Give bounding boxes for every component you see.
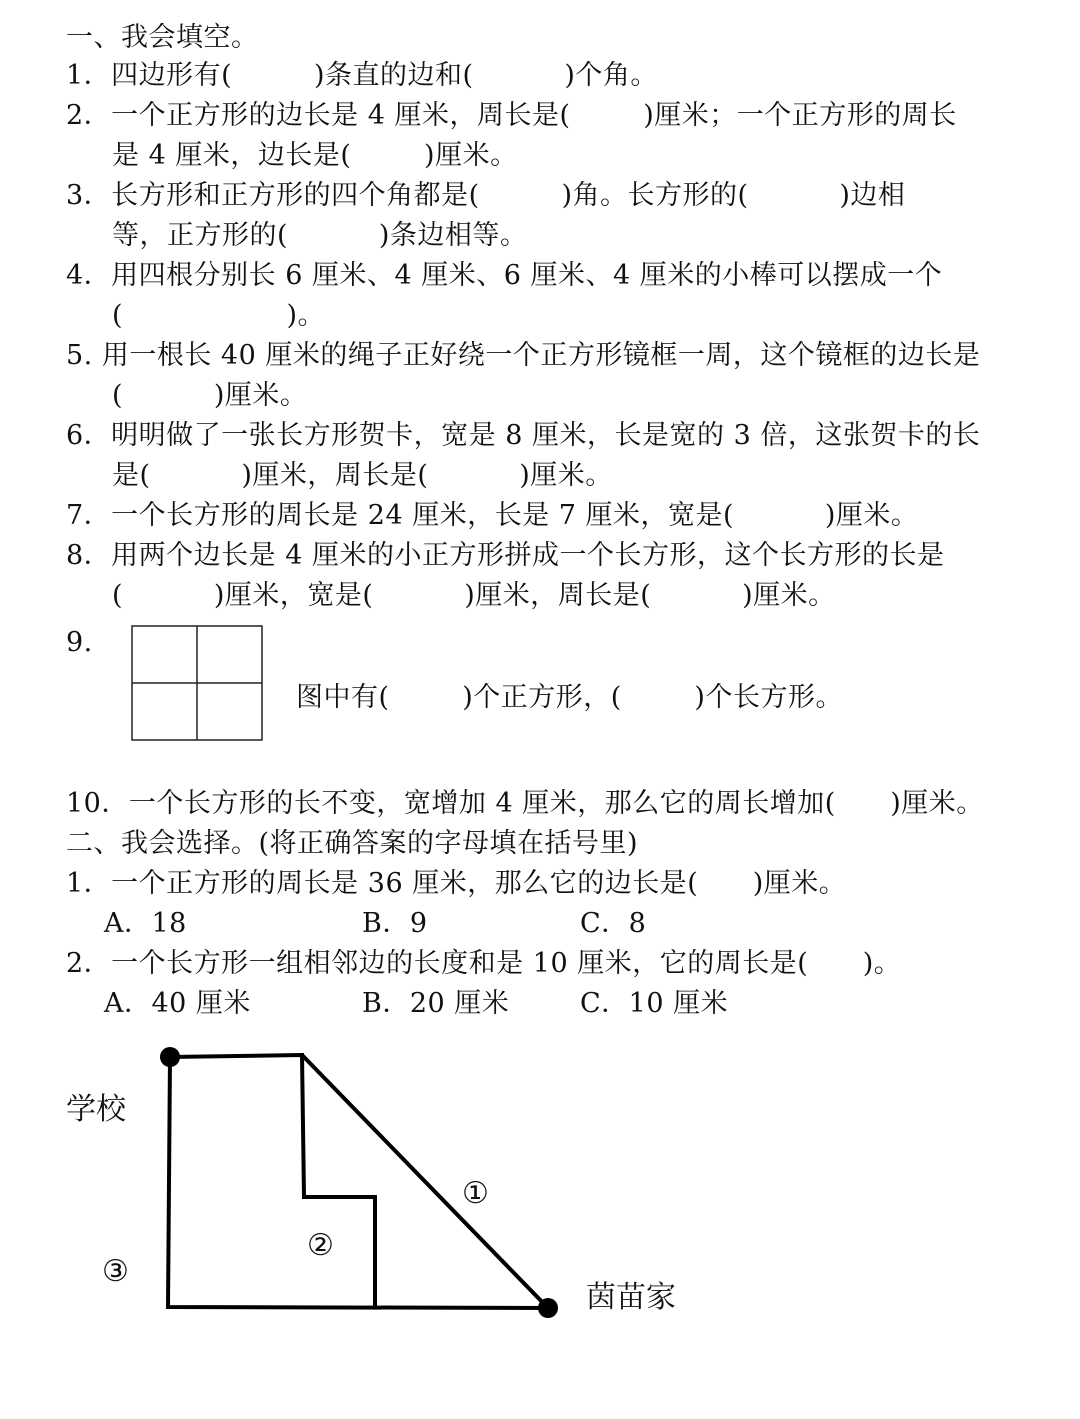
choice-2-option-b: B．20 厘米 (362, 988, 510, 1019)
question-9-number: 9. (66, 627, 93, 658)
question-7: 7．一个长方形的周长是 24 厘米，长是 7 厘米，宽是( )厘米。 (66, 500, 919, 531)
section1-title: 一、我会填空。 (66, 22, 259, 53)
choice-question-1: 1．一个正方形的周长是 36 厘米，那么它的边长是( )厘米。 (66, 868, 847, 899)
question-6-line-2: 是( )厘米，周长是( )厘米。 (112, 460, 613, 491)
question-1: 1．四边形有( )条直的边和( )个角。 (66, 60, 658, 91)
school-label: 学校 (66, 1092, 126, 1127)
question-4-line-2: ( )。 (112, 300, 326, 331)
choice-1-option-a: A．18 (104, 908, 187, 939)
question-8-line-1: 8．用两个边长是 4 厘米的小正方形拼成一个长方形，这个长方形的长是 (66, 540, 945, 571)
question-4-line-1: 4．用四根分别长 6 厘米、4 厘米、6 厘米、4 厘米的小棒可以摆成一个 (66, 260, 943, 291)
question-3-line-2: 等，正方形的( )条边相等。 (112, 220, 528, 251)
choice-question-2: 2．一个长方形一组相邻边的长度和是 10 厘米，它的周长是( )。 (66, 948, 902, 979)
question-10: 10．一个长方形的长不变，宽增加 4 厘米，那么它的周长增加( )厘米。 (66, 788, 984, 819)
question-2-line-2: 是 4 厘米，边长是( )厘米。 (112, 140, 518, 171)
school-point (160, 1047, 180, 1067)
route-3-label: ③ (102, 1254, 129, 1289)
question-5-line-1: 5. 用一根长 40 厘米的绳子正好绕一个正方形镜框一周，这个镜框的边长是 (66, 340, 981, 371)
route-2-label: ② (307, 1228, 334, 1263)
choice-1-option-b: B．9 (362, 908, 428, 939)
choice-1-option-c: C．8 (580, 908, 647, 939)
question-9-text: 图中有( )个正方形，( )个长方形。 (296, 682, 843, 713)
question-8-line-2: ( )厘米，宽是( )厘米，周长是( )厘米。 (112, 580, 836, 611)
question-3-line-1: 3．长方形和正方形的四个角都是( )角。长方形的( )边相 (66, 180, 906, 211)
home-point (538, 1298, 558, 1318)
question-5-line-2: ( )厘米。 (112, 380, 308, 411)
section2-title: 二、我会选择。(将正确答案的字母填在括号里) (66, 828, 639, 859)
route-1-label: ① (462, 1176, 489, 1211)
route-1-path (170, 1055, 548, 1308)
question-6-line-1: 6．明明做了一张长方形贺卡，宽是 8 厘米，长是宽的 3 倍，这张贺卡的长 (66, 420, 981, 451)
choice-2-option-c: C．10 厘米 (580, 988, 729, 1019)
question-2-line-1: 2．一个正方形的边长是 4 厘米，周长是( )厘米；一个正方形的周长 (66, 100, 957, 131)
home-label: 茵苗家 (586, 1280, 676, 1315)
route-3-path (168, 1057, 548, 1308)
choice-2-option-a: A．40 厘米 (104, 988, 251, 1019)
